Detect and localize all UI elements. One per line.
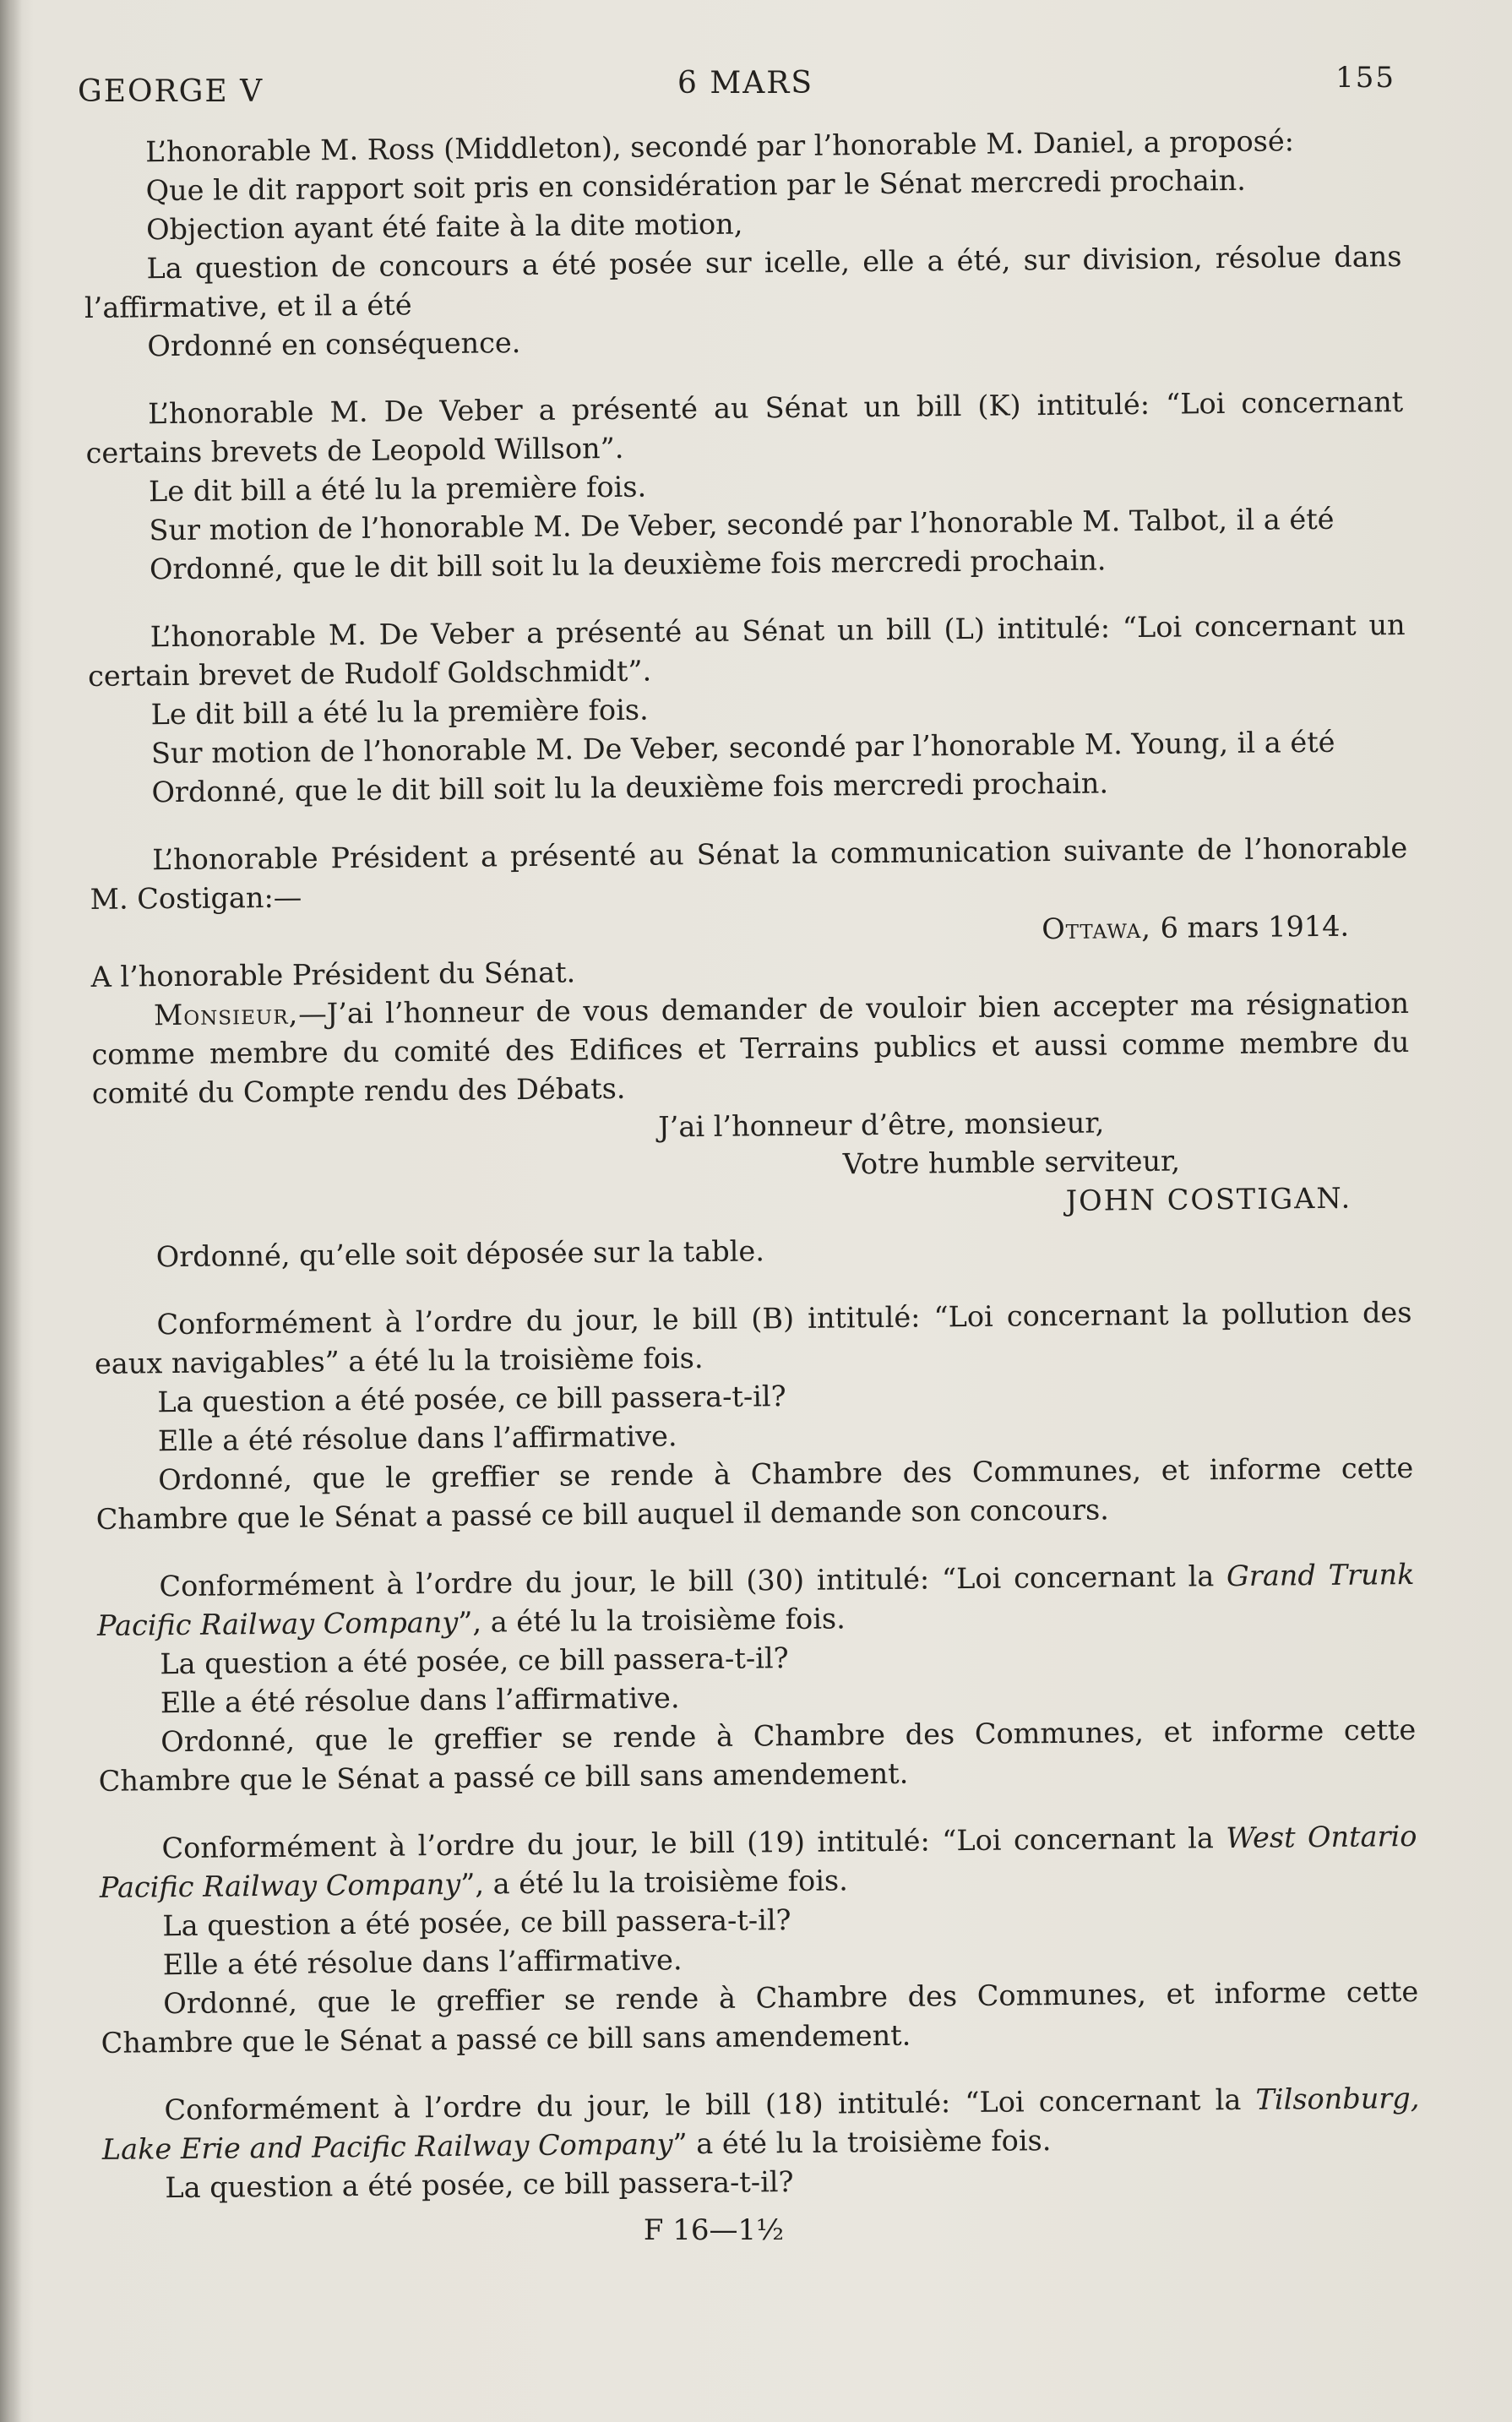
proceeding-paragraph: Ordonné, que le dit bill soit lu la deuxième fois mercredi prochain. — [151, 766, 1109, 809]
header-reign: GEORGE V — [78, 74, 264, 109]
bill-19-intro-post: ”, a été lu la troisième fois. — [460, 1864, 848, 1901]
bill-30-question: La question a été posée, ce bill passera-t-il? — [160, 1641, 789, 1681]
page-body — [83, 121, 1421, 2208]
letter-closing-1: J’ai l’honneur d’être, monsieur, — [658, 1106, 1105, 1144]
bill-19-ordered: Ordonné, que le greffier se rende à Chambre des Communes, et informe cette Chambre que le Sénat a passé ce bill sans amendement. — [101, 1974, 1419, 2060]
bill-18-company: Tilsonburg, Lake Erie and Pacific Railway Company — [101, 2081, 1420, 2166]
letter-salutation: Monsieur, — [153, 997, 299, 1032]
letter-closing-2: Votre humble serviteur, — [842, 1144, 1181, 1181]
proceeding-paragraph: La question de concours a été posée sur icelle, elle a été, sur division, résolue dans l’affirmative, et il a été — [84, 240, 1402, 324]
proceeding-paragraph: Sur motion de l’honorable M. De Veber, secondé par l’honorable M. Young, il a été — [150, 725, 1335, 770]
letter-place: Ottawa, — [1042, 911, 1152, 946]
letter-date: 6 mars 1914. — [1160, 909, 1350, 944]
bill-18-intro — [101, 2079, 1420, 2169]
proceeding-paragraph: Ordonné, que le dit bill soit lu la deuxième fois mercredi prochain. — [149, 543, 1107, 586]
proceeding-paragraph: Sur motion de l’honorable M. De Veber, secondé par l’honorable M. Talbot, il a été — [149, 502, 1335, 547]
bill-b-question: La question a été posée, ce bill passera-t-il? — [157, 1380, 786, 1419]
bill-30-ordered: Ordonné, que le greffier se rende à Chambre des Communes, et informe cette Chambre que le Sénat a passé ce bill sans amendement. — [98, 1712, 1417, 1798]
bill-18-intro-post: ” a été lu la troisième fois. — [672, 2124, 1052, 2161]
bill-b-section — [94, 1293, 1414, 1539]
proceeding-paragraph: L’honorable M. Ross (Middleton), secondé par l’honorable M. Daniel, a proposé: — [145, 124, 1295, 169]
letter-text: —J’ai l’honneur de vous demander de vouloir bien accepter ma résignation comme membre du comité des Edifices et Terrains publics et aussi comme membre du comité du Compte rendu des Débats. — [91, 986, 1410, 1110]
letter-ordered: Ordonné, qu’elle soit déposée sur la table. — [155, 1234, 765, 1274]
bill-b-intro: Conformément à l’ordre du jour, le bill (B) intitulé: “Loi concernant la pollution des eaux navigables” a été lu la troisième fois. — [94, 1295, 1412, 1380]
bill-19-section — [99, 1817, 1419, 2063]
bill-b-resolved: Elle a été résolue dans l’affirmative. — [157, 1419, 677, 1458]
signature-mark — [0, 2213, 1512, 2247]
bill-19-company: West Ontario Pacific Railway Company — [99, 1819, 1417, 1904]
bill-18-section — [101, 2079, 1420, 2208]
proceeding-paragraph: Objection ayant été faite à la dite motion, — [145, 207, 743, 247]
bill-30-intro-pre: Conformément à l’ordre du jour, le bill (30) intitulé: “Loi concernant la — [159, 1559, 1227, 1603]
bill-30-section — [96, 1555, 1417, 1801]
proceeding-paragraph: Le dit bill a été lu la première fois. — [148, 470, 647, 509]
bill-19-resolved: Elle a été résolue dans l’affirmative. — [162, 1943, 683, 1982]
bill-18-intro-pre: Conformément à l’ordre du jour, le bill (18) intitulé: “Loi concernant la — [164, 2082, 1256, 2127]
proceeding-paragraph: L’honorable Président a présenté au Sénat la communication suivante de l’honorable M. Costigan:— — [90, 830, 1408, 916]
proceeding-paragraph: Le dit bill a été lu la première fois. — [150, 693, 649, 732]
proceeding-paragraph: L’honorable M. De Veber a présenté au Sénat un bill (K) intitulé: “Loi concernant certains brevets de Leopold Willson”. — [85, 385, 1404, 470]
bill-19-question: La question a été posée, ce bill passera-t-il? — [162, 1903, 791, 1943]
proceeding-paragraph: Ordonné en conséquence. — [147, 326, 521, 363]
running-header — [78, 61, 1395, 109]
bill-19-intro-pre: Conformément à l’ordre du jour, le bill (19) intitulé: “Loi concernant la — [161, 1821, 1226, 1865]
letter-body — [91, 984, 1410, 1113]
bill-18-question: La question a été posée, ce bill passera-t-il? — [165, 2165, 794, 2205]
bill-b-ordered: Ordonné, que le greffier se rende à Chambre des Communes, et informe cette Chambre que le Sénat a passé ce bill auquel il demande son concours. — [95, 1450, 1414, 1536]
page-number: 155 — [1335, 61, 1395, 95]
proceeding-paragraph: Que le dit rapport soit pris en considération par le Sénat mercredi prochain. — [145, 163, 1247, 208]
proceedings-blocks — [83, 121, 1408, 919]
header-date: 6 MARS — [677, 66, 813, 101]
proceeding-paragraph: L’honorable M. De Veber a présenté au Sénat un bill (L) intitulé: “Loi concernant un certain brevet de Rudolf Goldschmidt”. — [87, 607, 1406, 693]
signature-mark-text: F 16—1½ — [643, 2213, 785, 2247]
letter-addressee: A l’honorable Président du Sénat. — [90, 955, 576, 993]
bill-30-intro — [96, 1555, 1415, 1646]
bill-30-resolved: Elle a été résolue dans l’affirmative. — [160, 1681, 680, 1720]
bill-30-company: Grand Trunk Pacific Railway Company — [96, 1557, 1415, 1642]
letter-signature: JOHN COSTIGAN. — [1065, 1181, 1352, 1217]
binding-gutter — [0, 0, 22, 2422]
bill-19-intro — [99, 1817, 1417, 1908]
letter — [90, 906, 1411, 1277]
bill-30-intro-post: ”, a été lu la troisième fois. — [458, 1602, 846, 1639]
